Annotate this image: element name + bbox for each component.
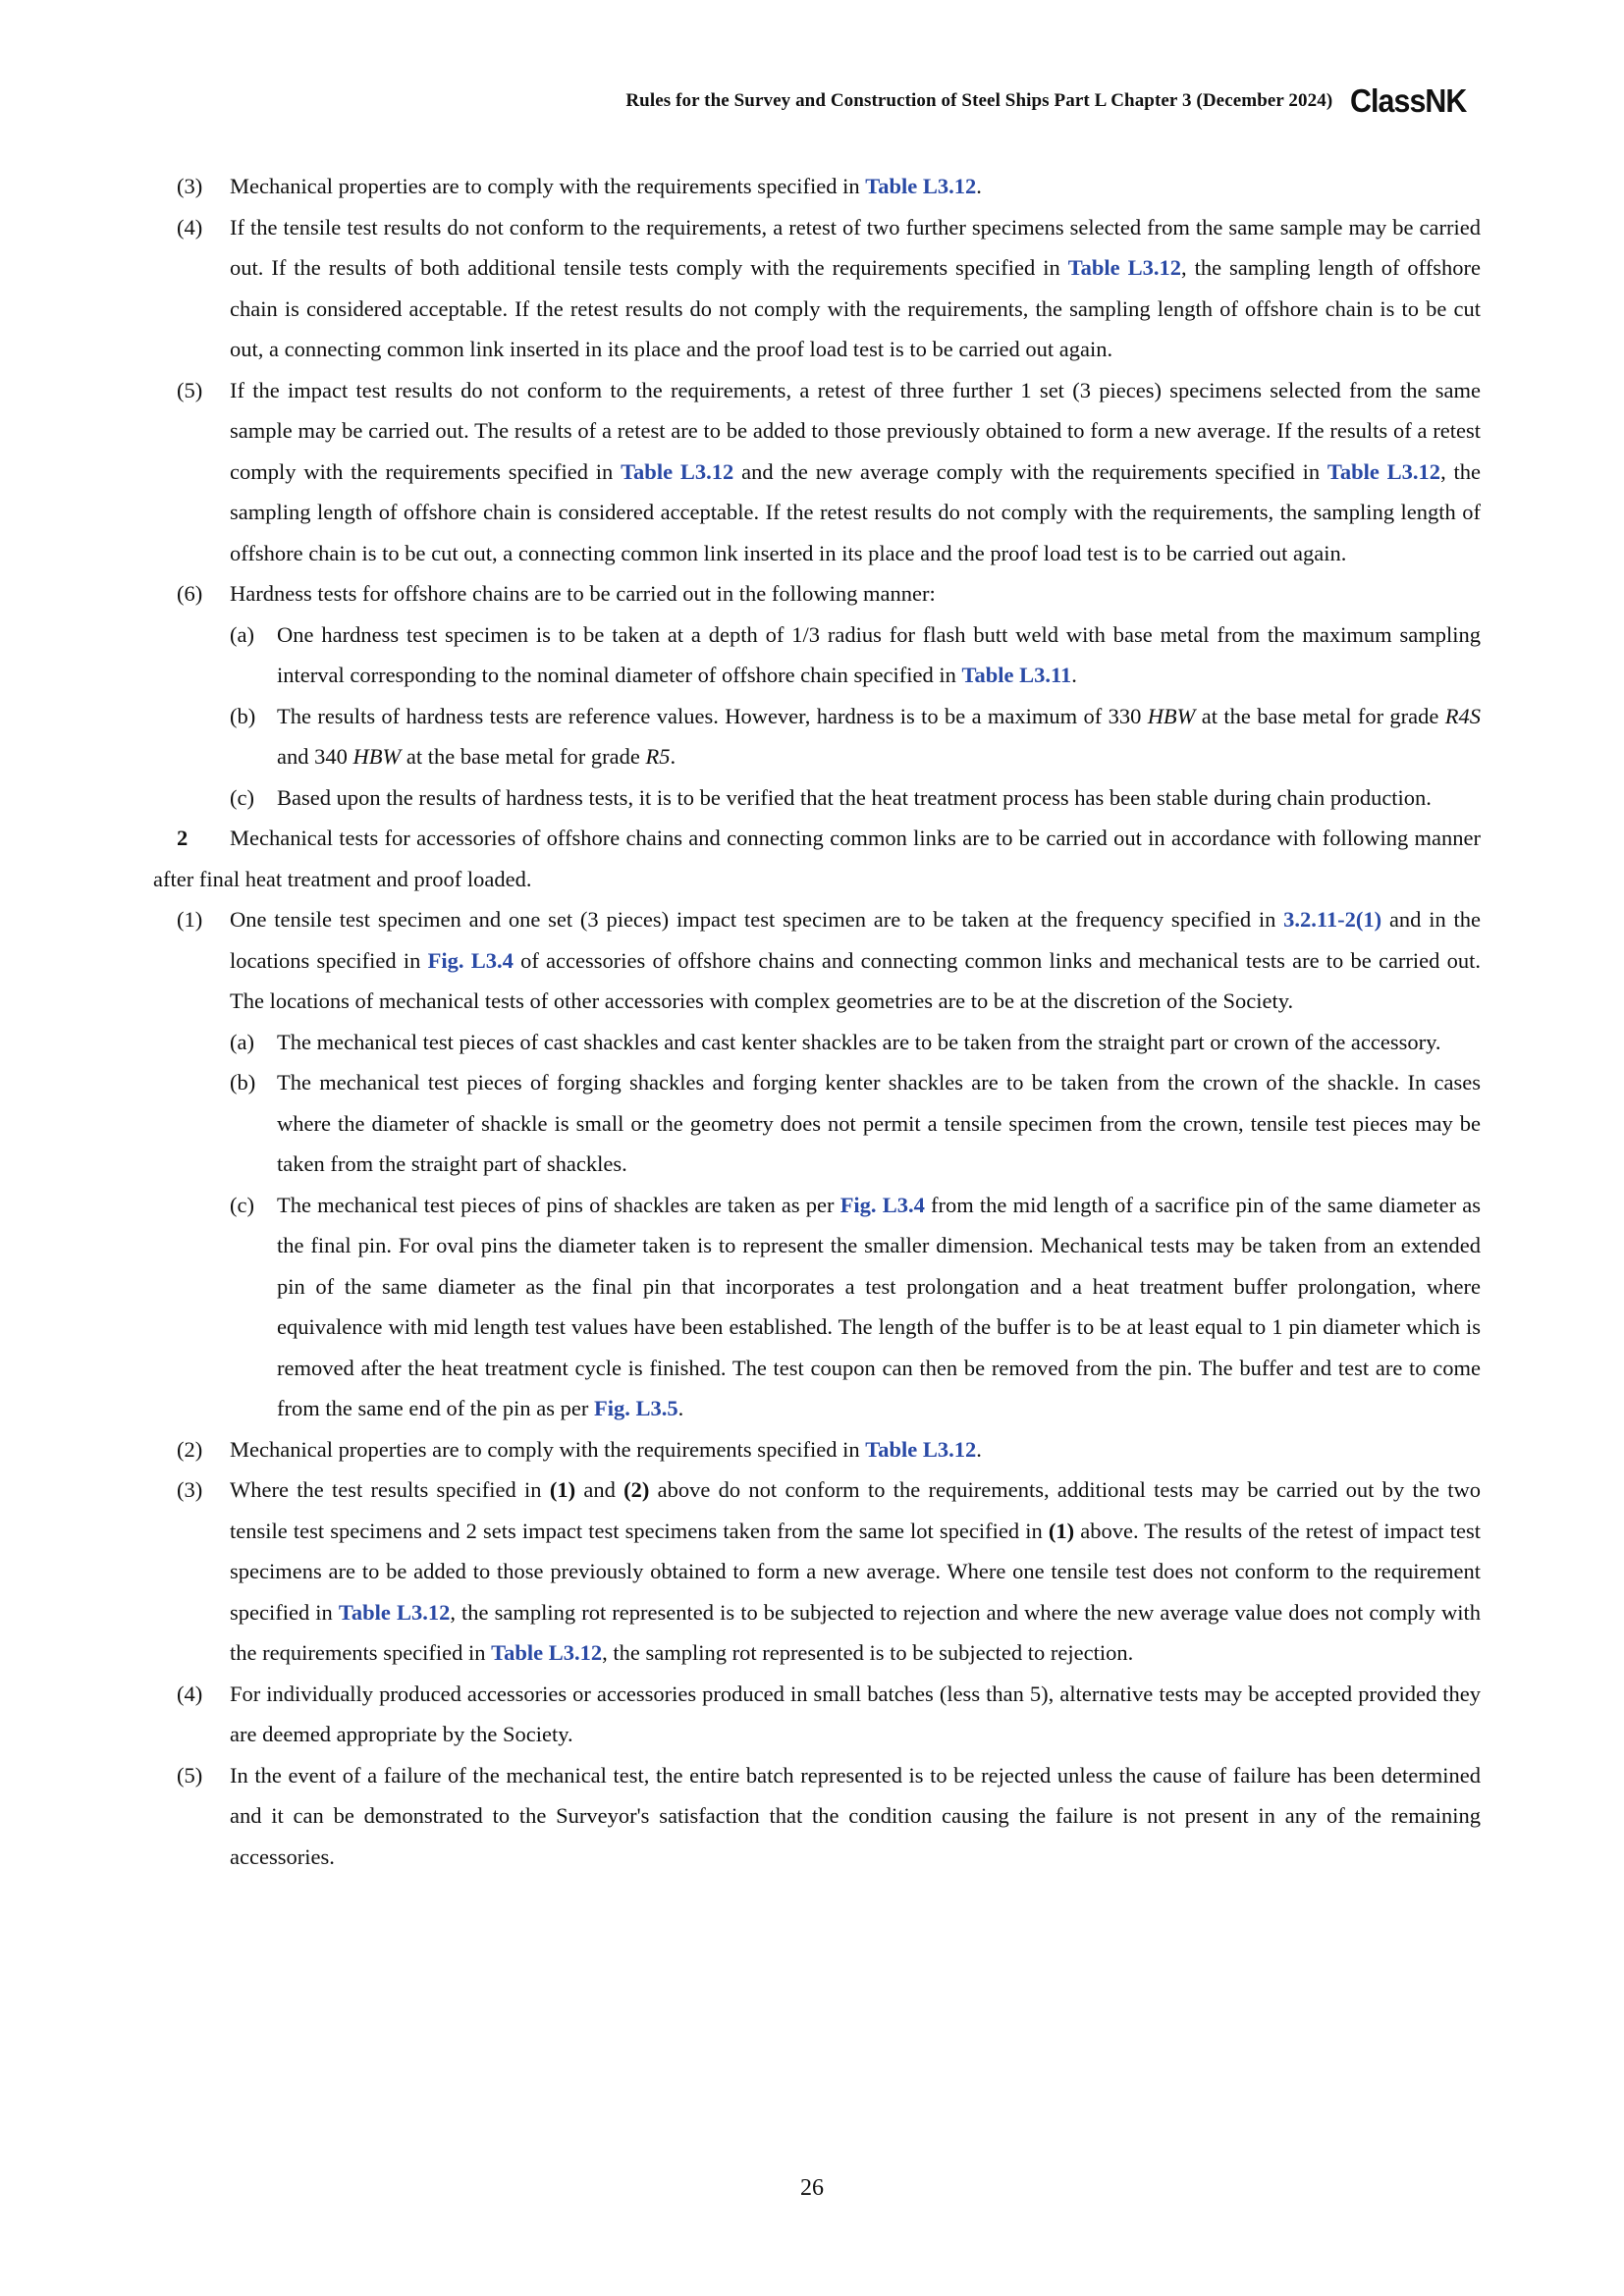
section-link[interactable]: 3.2.11-2(1) <box>1283 907 1382 932</box>
sub-item-text: The mechanical test pieces of forging shackles and forging kenter shackles are to be taken from the crown of the shackle. In cases where the diameter of shackle is small or the geometry does not permit a tensile specimen from the crown, tensile test pieces may be taken from the straight part of shackles. <box>277 1070 1481 1176</box>
list-item <box>153 1674 1481 1755</box>
header-title: Rules for the Survey and Construction of Steel Ships Part L Chapter 3 (December 2024) <box>625 90 1333 111</box>
figure-link[interactable]: Fig. L3.5 <box>594 1396 678 1420</box>
item-number: (1) <box>177 907 203 932</box>
table-link[interactable]: Table L3.12 <box>338 1599 451 1625</box>
item-text: If the impact test results do not conform to the requirements, a retest of three further 1 set (3 pieces) specimens selected from the same sample may be carried out. The results of a retest are to be added to those previously obtained to form a new average. If the results of a retest comply with the requirements specified in Table L3.12 and the new average comply with the requirements specified in Table L3.12, the sampling length of offshore chain is considered acceptable. If the retest results do not comply with the requirements, the sampling length of offshore chain is to be cut out, a connecting common link inserted in its place and the proof load test is to be carried out again. <box>230 377 1482 565</box>
item-number: (4) <box>177 214 203 240</box>
item-text: Mechanical properties are to comply with the requirements specified in Table L3.12. <box>230 1436 982 1462</box>
sub-list-item <box>153 1022 1481 1063</box>
classnk-logo: ClassNK <box>1350 82 1467 119</box>
item-number: (5) <box>177 1762 203 1788</box>
item-number: (6) <box>177 581 203 606</box>
sub-item-text: Based upon the results of hardness tests, it is to be verified that the heat treatment process has been stable during chain production. <box>277 784 1432 810</box>
list-item <box>153 1755 1481 1878</box>
sub-item-text: The results of hardness tests are reference values. However, hardness is to be a maximum of 330 HBW at the base metal for grade R4S and 340 HBW at the base metal for grade R5. <box>277 703 1481 769</box>
paragraph-number: 2 <box>177 826 189 850</box>
sub-list-item <box>153 614 1481 696</box>
document-body <box>153 166 1481 1877</box>
table-link[interactable]: Table L3.11 <box>961 663 1072 687</box>
sub-item-letter: (a) <box>230 621 254 647</box>
table-link[interactable]: Table L3.12 <box>1326 458 1441 484</box>
list-item <box>153 166 1481 207</box>
bold-ref: (2) <box>623 1477 650 1502</box>
list-item <box>153 370 1481 574</box>
table-link[interactable]: Table L3.12 <box>865 1436 977 1462</box>
page-header <box>625 82 1477 120</box>
sub-list-item <box>153 1062 1481 1185</box>
item-text: For individually produced accessories or accessories produced in small batches (less than 5), alternative tests may be accepted provided they are deemed appropriate by the Society. <box>230 1681 1481 1746</box>
item-text: Mechanical properties are to comply with the requirements specified in Table L3.12. <box>230 174 982 198</box>
numbered-paragraph <box>153 818 1481 899</box>
item-text: In the event of a failure of the mechanical test, the entire batch represented is to be rejected unless the cause of failure has been determined and it can be demonstrated to the Surveyor's satisfaction that the condition causing the failure is not present in any of the remaining accessories. <box>230 1762 1481 1869</box>
item-number: (3) <box>177 1477 203 1502</box>
page-number: 26 <box>800 2175 824 2201</box>
table-link[interactable]: Table L3.12 <box>491 1640 603 1665</box>
item-text: Hardness tests for offshore chains are to be carried out in the following manner: <box>230 581 936 606</box>
sub-item-letter: (c) <box>230 1192 254 1217</box>
sub-list-item <box>153 1185 1481 1429</box>
figure-link[interactable]: Fig. L3.4 <box>427 947 514 973</box>
sub-item-letter: (c) <box>230 784 254 810</box>
sub-item-text: The mechanical test pieces of pins of shackles are taken as per Fig. L3.4 from the mid length of a sacrifice pin of the same diameter as the final pin. For oval pins the diameter taken is to represent the smaller dimension. Mechanical tests may be taken from an extended pin of the same diameter as the final pin that incorporates a test prolongation and a heat treatment buffer prolongation, where equivalence with mid length test values have been established. The length of the buffer is to be at least equal to 1 pin diameter which is removed after the heat treatment cycle is finished. The test coupon can then be removed from the pin. The buffer and test are to come from the same end of the pin as per Fig. L3.5. <box>277 1192 1481 1420</box>
item-text: One tensile test specimen and one set (3 pieces) impact test specimen are to be taken at the frequency specified in 3.2.11-2(1) and in the locations specified in Fig. L3.4 of accessories of offshore chains and connecting common links and mechanical tests are to be carried out. The locations of mechanical tests of other accessories with complex geometries are to be at the discretion of the Society. <box>230 907 1482 1013</box>
list-item <box>153 1429 1481 1470</box>
item-number: (4) <box>177 1681 203 1706</box>
sub-list-item <box>153 777 1481 819</box>
sub-list-item <box>153 696 1481 777</box>
sub-item-letter: (b) <box>230 703 256 728</box>
bold-ref: (1) <box>1048 1518 1075 1543</box>
figure-link[interactable]: Fig. L3.4 <box>839 1192 925 1217</box>
sub-item-letter: (a) <box>230 1029 254 1054</box>
table-link[interactable]: Table L3.12 <box>865 174 977 198</box>
list-item <box>153 573 1481 614</box>
item-text: Where the test results specified in (1) and (2) above do not conform to the requirements, additional tests may be carried out by the two tensile test specimens and 2 sets impact test specimens taken from the same lot specified in (1) above. The results of the retest of impact test specimens are to be added to those previously obtained to form a new average. Where one tensile test does not conform to the requirement specified in Table L3.12, the sampling rot represented is to be subjected to rejection and where the new average value does not comply with the requirements specified in Table L3.12, the sampling rot represented is to be subjected to rejection. <box>230 1477 1481 1665</box>
list-item <box>153 1469 1481 1674</box>
sub-item-letter: (b) <box>230 1070 256 1095</box>
item-number: (2) <box>177 1436 203 1462</box>
list-item <box>153 207 1481 370</box>
table-link[interactable]: Table L3.12 <box>1067 255 1181 280</box>
list-item <box>153 899 1481 1022</box>
paragraph-text: Mechanical tests for accessories of offshore chains and connecting common links are to be carried out in accordance with following manner after final heat treatment and proof loaded. <box>153 826 1481 891</box>
sub-item-text: The mechanical test pieces of cast shackles and cast kenter shackles are to be taken from the straight part or crown of the accessory. <box>277 1029 1441 1054</box>
table-link[interactable]: Table L3.12 <box>621 458 734 484</box>
item-text: If the tensile test results do not conform to the requirements, a retest of two further specimens selected from the same sample may be carried out. If the results of both additional tensile tests comply with the requirements specified in Table L3.12, the sampling length of offshore chain is considered acceptable. If the retest results do not comply with the requirements, the sampling length of offshore chain is to be cut out, a connecting common link inserted in its place and the proof load test is to be carried out again. <box>230 214 1481 361</box>
item-number: (5) <box>177 377 203 402</box>
item-number: (3) <box>177 174 203 198</box>
sub-item-text: One hardness test specimen is to be taken at a depth of 1/3 radius for flash butt weld with base metal from the maximum sampling interval corresponding to the nominal diameter of offshore chain specified in Table L3.11. <box>277 621 1481 687</box>
bold-ref: (1) <box>549 1477 576 1502</box>
